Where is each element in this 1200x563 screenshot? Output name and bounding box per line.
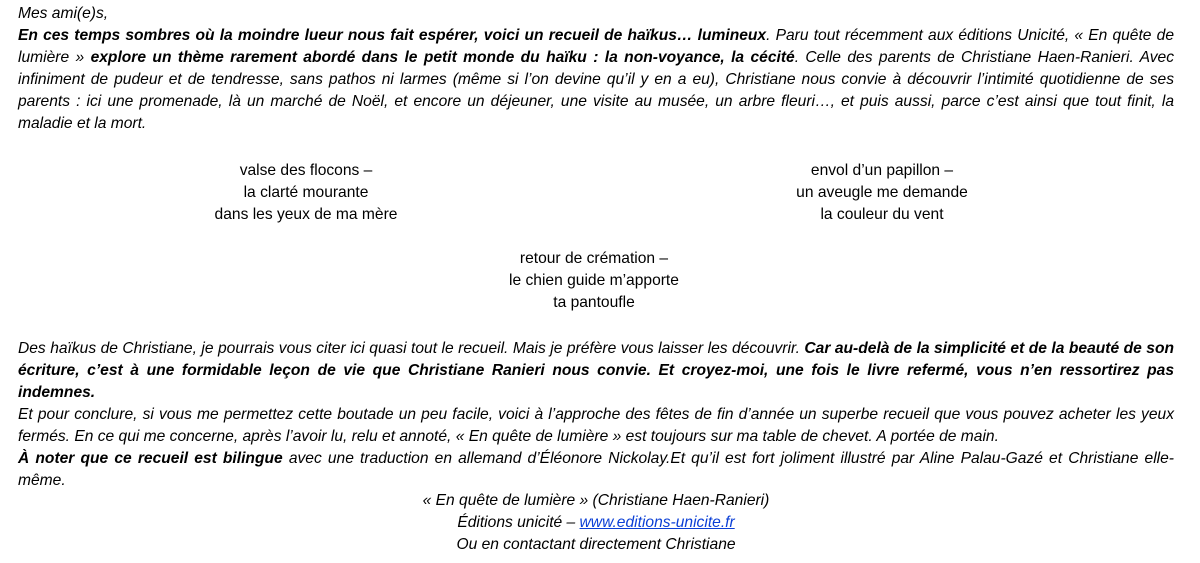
book-title: « En quête de lumière » (Christiane Haen-Ranieri) <box>422 492 770 509</box>
outro-paragraph-2: Et pour conclure, si vous me permettez cette boutade un peu facile, voici à l’approche des fêtes de fin d’année un superbe recueil que vous pouvez acheter les yeux fermés. En ce qui me concerne, après l’avoir lu, relu et annoté, « En quête de lumière » est toujours sur ma table de chevet. A portée de main. <box>18 406 1174 445</box>
credits-block <box>18 490 1174 556</box>
outro-text-1: Des haïkus de Christiane, je pourrais vous citer ici quasi tout le recueil. Mais je préfère vous laisser les découvrir. <box>18 340 805 357</box>
haiku-line: le chien guide m’apporte <box>509 272 679 289</box>
contact-line: Ou en contactant directement Christiane <box>456 536 736 553</box>
haiku-line: retour de crémation – <box>519 250 669 267</box>
outro-paragraph-3 <box>18 448 1174 492</box>
publisher-line <box>18 512 1174 534</box>
haiku-line: la couleur du vent <box>820 206 944 223</box>
outro-bold-1: Car au-delà de la simplicité et de la beauté de son écriture, c’est à une formidable leçon de vie que Christiane Ranieri nous convie. Et croyez-moi, une fois le livre refermé, vous n’en ressortirez pas indemnes. <box>18 340 1174 401</box>
intro-bold-2: explore un thème rarement abordé dans le petit monde du haïku : la non-voyance, la cécité <box>90 49 795 66</box>
outro-text-3: avec une traduction en allemand d’Éléonore Nickolay.Et qu’il est fort joliment illustré par Aline Palau-Gazé et Christiane elle-même. <box>18 450 1174 489</box>
haiku-3 <box>456 248 732 314</box>
publisher-link[interactable]: www.editions-unicite.fr <box>579 514 735 531</box>
intro-text-2: . Celle des parents de Christiane Haen-Ranieri. Avec infiniment de pudeur et de tendresse, sans pathos ni larmes (même si l’on devine qu’il y en a eu), Christiane nous convie à découvrir l’intimité quotidienne de ses parents : ici une promenade, là un marché de Noël, et encore un déjeuner, une visite au musée, un arbre fleuri…, et puis aussi, parce c’est ainsi que tout finit, la maladie et la mort. <box>18 49 1174 132</box>
greeting: Mes ami(e)s, <box>18 5 109 22</box>
haiku-line: ta pantoufle <box>553 294 635 311</box>
outro-section <box>18 338 1174 492</box>
intro-paragraph <box>18 25 1174 135</box>
intro-text-1: . Paru tout récemment aux éditions Unicité, « En quête de lumière » <box>18 27 1174 66</box>
intro-bold-1: En ces temps sombres où la moindre lueur nous fait espérer, voici un recueil de haïkus… lumineux <box>18 27 767 44</box>
haiku-line: valse des flocons – <box>239 162 373 179</box>
haiku-1 <box>168 160 444 226</box>
haiku-line: envol d’un papillon – <box>810 162 954 179</box>
haiku-line: un aveugle me demande <box>796 184 968 201</box>
haiku-line: la clarté mourante <box>243 184 369 201</box>
haiku-2 <box>744 160 1020 226</box>
haiku-line: dans les yeux de ma mère <box>214 206 398 223</box>
outro-bold-2: À noter que ce recueil est bilingue <box>18 450 283 467</box>
publisher-prefix: Éditions unicité – <box>457 514 580 531</box>
outro-paragraph-1 <box>18 338 1174 404</box>
